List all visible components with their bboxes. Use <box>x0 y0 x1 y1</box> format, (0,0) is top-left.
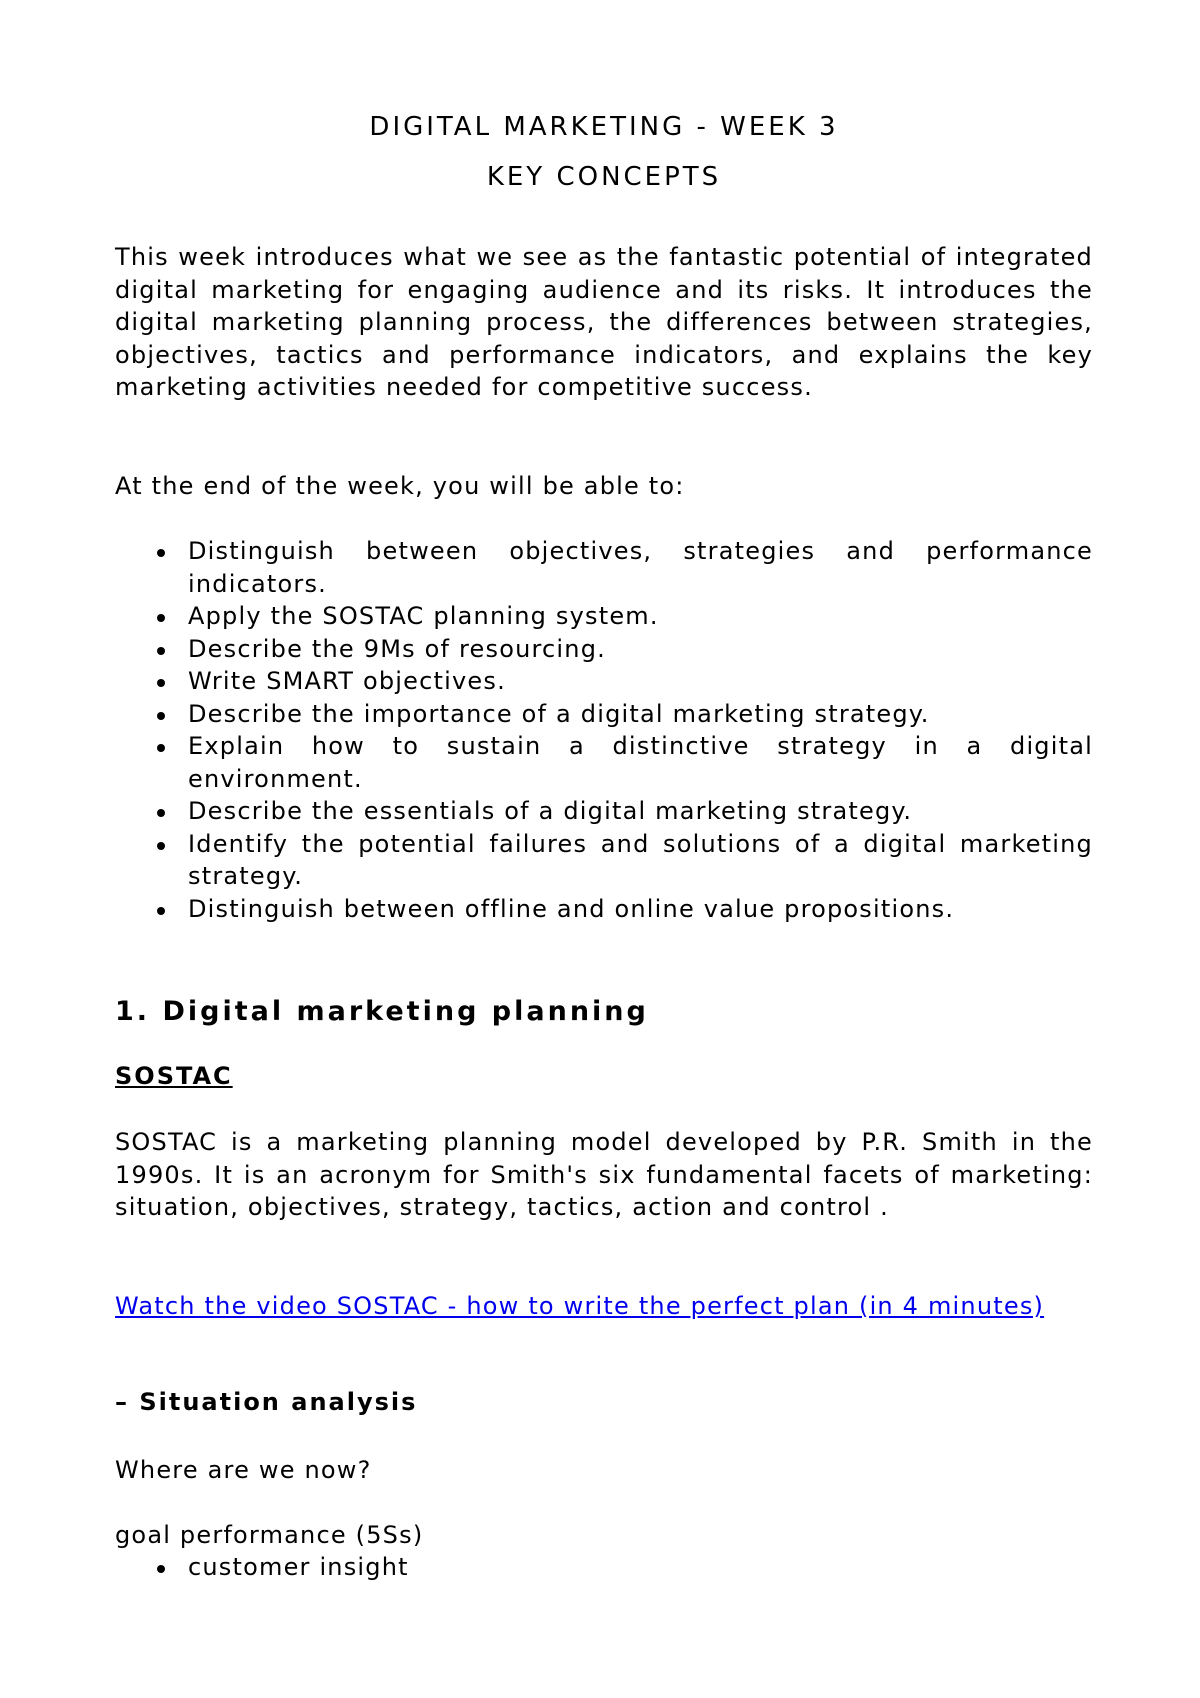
bullet-icon <box>157 809 165 817</box>
list-item-text: Describe the essentials of a digital marketing strategy. <box>188 797 913 825</box>
list-item <box>115 698 1093 731</box>
bullet-icon <box>157 842 165 850</box>
list-item <box>115 828 1093 893</box>
intro-paragraph: This week introduces what we see as the fantastic potential of integrated digital marketing for engaging audience and its risks. It introduces the digital marketing planning process, the differences between strategies, objectives, tactics and performance indicators, and explains the key marketing activities needed for competitive success. <box>115 243 1093 401</box>
list-item <box>115 535 1093 600</box>
bullet-icon <box>157 679 165 687</box>
bullet-icon <box>157 1565 165 1573</box>
bullet-icon <box>157 614 165 622</box>
bullet-icon <box>157 647 165 655</box>
list-item-text: Identify the potential failures and solutions of a digital marketing strategy. <box>188 829 1093 890</box>
bullet-icon <box>157 907 165 915</box>
list-item-text: customer insight <box>188 1553 409 1581</box>
list-item <box>115 1551 1093 1584</box>
list-item <box>115 893 1093 926</box>
list-item-text: Distinguish between objectives, strategies and performance indicators. <box>188 537 1093 598</box>
goal-performance-list <box>115 1551 1093 1584</box>
list-item-text: Describe the 9Ms of resourcing. <box>188 634 606 663</box>
where-now-text: Where are we now? <box>115 1456 372 1484</box>
list-item <box>115 730 1093 795</box>
sostac-heading: SOSTAC <box>115 1062 233 1090</box>
list-item-text: Distinguish between offline and online value propositions. <box>188 894 955 923</box>
learning-outcomes-list <box>115 535 1093 925</box>
sostac-paragraph: SOSTAC is a marketing planning model developed by P.R. Smith in the 1990s. It is an acronym for Smith's six fundamental facets of marketing: situation, objectives, strategy, tactics, action and control . <box>115 1128 1093 1221</box>
document-subtitle: KEY CONCEPTS <box>486 162 722 192</box>
sostac-video-link[interactable]: Watch the video SOSTAC - how to write the perfect plan (in 4 minutes) <box>115 1292 1045 1320</box>
list-item-text: Describe the importance of a digital marketing strategy. <box>188 699 930 728</box>
list-item <box>115 795 1093 828</box>
list-item <box>115 600 1093 633</box>
list-item-text: Apply the SOSTAC planning system. <box>188 602 659 630</box>
outcomes-lead: At the end of the week, you will be able to: <box>115 472 685 500</box>
list-item-text: Explain how to sustain a distinctive strategy in a digital environment. <box>188 732 1093 793</box>
bullet-icon <box>157 549 165 557</box>
bullet-icon <box>157 712 165 720</box>
section-heading: 1. Digital marketing planning <box>115 996 649 1027</box>
goal-performance-text: goal performance (5Ss) <box>115 1521 424 1549</box>
document-title: DIGITAL MARKETING - WEEK 3 <box>369 112 839 142</box>
bullet-icon <box>157 744 165 752</box>
list-item-text: Write SMART objectives. <box>188 667 506 695</box>
situation-analysis-heading: – Situation analysis <box>115 1388 418 1416</box>
list-item <box>115 665 1093 698</box>
list-item <box>115 633 1093 666</box>
